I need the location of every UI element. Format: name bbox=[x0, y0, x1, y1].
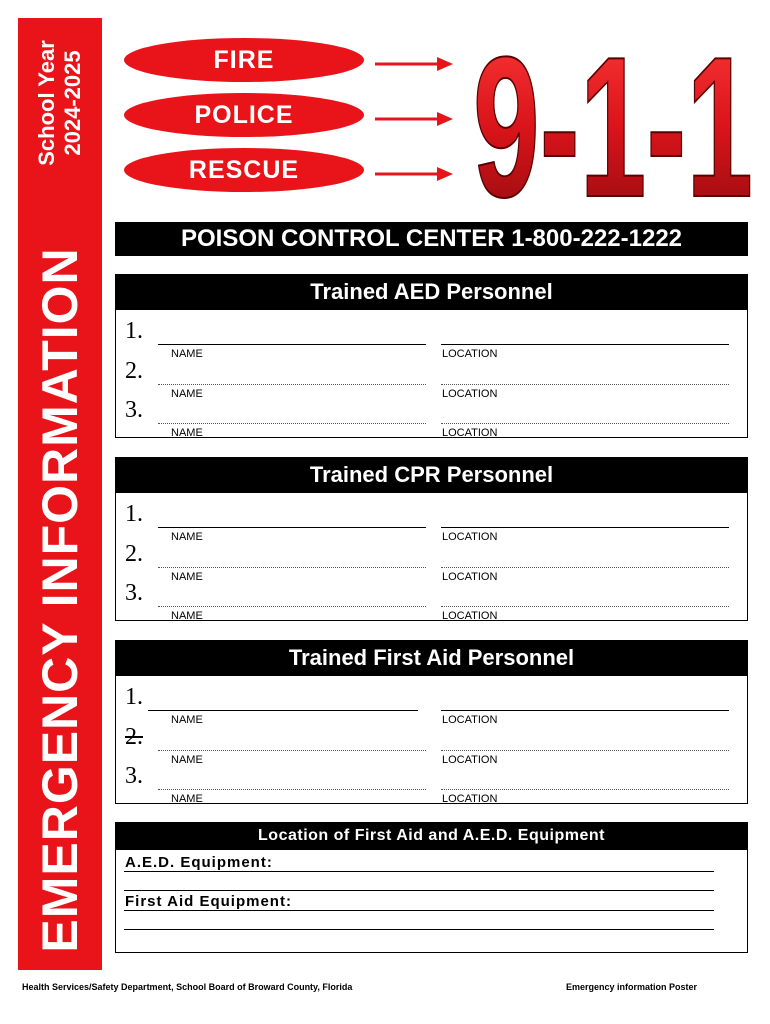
list-item bbox=[116, 724, 747, 764]
name-field[interactable] bbox=[148, 710, 418, 711]
location-field[interactable] bbox=[441, 606, 729, 607]
list-item bbox=[116, 763, 747, 803]
location-field[interactable] bbox=[441, 423, 729, 424]
name-label: NAME bbox=[171, 793, 203, 805]
aed-equipment-field-extra[interactable] bbox=[124, 890, 714, 891]
location-label: LOCATION bbox=[442, 531, 498, 543]
location-field[interactable] bbox=[441, 750, 729, 751]
footer-department: Health Services/Safety Department, School Board of Broward County, Florida bbox=[22, 982, 353, 992]
list-item bbox=[116, 358, 747, 398]
name-label: NAME bbox=[171, 427, 203, 439]
first-aid-equipment-field[interactable] bbox=[124, 910, 714, 911]
row-number: 2. bbox=[125, 358, 143, 384]
row-number: 3. bbox=[125, 580, 143, 606]
list-item bbox=[116, 397, 747, 437]
location-label: LOCATION bbox=[442, 714, 498, 726]
poison-control-banner: POISON CONTROL CENTER 1-800-222-1222 bbox=[115, 222, 748, 256]
row-number: 2. bbox=[125, 724, 143, 750]
name-field[interactable] bbox=[158, 789, 426, 790]
location-label: LOCATION bbox=[442, 754, 498, 766]
list-item bbox=[116, 580, 747, 620]
911-text: 9-1-1 bbox=[473, 28, 753, 208]
name-label: NAME bbox=[171, 610, 203, 622]
name-field[interactable] bbox=[158, 606, 426, 607]
location-field[interactable] bbox=[441, 567, 729, 568]
list-item bbox=[116, 684, 747, 724]
row-number: 3. bbox=[125, 763, 143, 789]
location-field[interactable] bbox=[441, 384, 729, 385]
rescue-oval: RESCUE bbox=[124, 148, 364, 192]
equipment-section-box bbox=[115, 850, 748, 953]
row-number: 1. bbox=[125, 684, 143, 710]
cpr-section-box bbox=[115, 493, 748, 621]
location-field[interactable] bbox=[441, 527, 729, 528]
name-field[interactable] bbox=[158, 567, 426, 568]
name-field[interactable] bbox=[158, 384, 426, 385]
911-logo bbox=[468, 28, 758, 208]
fire-oval: FIRE bbox=[124, 38, 364, 82]
first-aid-section-box bbox=[115, 676, 748, 804]
name-label: NAME bbox=[171, 571, 203, 583]
name-field[interactable] bbox=[158, 527, 426, 528]
arrow-right-icon bbox=[375, 56, 453, 72]
row-number: 3. bbox=[125, 397, 143, 423]
equipment-section-title: Location of First Aid and A.E.D. Equipment bbox=[115, 822, 748, 850]
first-aid-equipment-label: First Aid Equipment: bbox=[125, 893, 292, 910]
name-label: NAME bbox=[171, 714, 203, 726]
name-label: NAME bbox=[171, 754, 203, 766]
first-aid-equipment-field-extra[interactable] bbox=[124, 929, 714, 930]
list-item bbox=[116, 541, 747, 581]
row-number: 1. bbox=[125, 501, 143, 527]
emergency-info-block bbox=[18, 240, 102, 960]
name-field[interactable] bbox=[158, 750, 426, 751]
school-year-block bbox=[18, 18, 102, 188]
location-field[interactable] bbox=[441, 789, 729, 790]
location-label: LOCATION bbox=[442, 388, 498, 400]
footer-poster-title: Emergency information Poster bbox=[566, 982, 698, 992]
first-aid-section-title: Trained First Aid Personnel bbox=[115, 640, 748, 676]
location-label: LOCATION bbox=[442, 610, 498, 622]
school-year-label: School Year bbox=[34, 40, 59, 166]
list-item bbox=[116, 318, 747, 358]
location-label: LOCATION bbox=[442, 427, 498, 439]
location-label: LOCATION bbox=[442, 348, 498, 360]
name-field[interactable] bbox=[158, 423, 426, 424]
location-label: LOCATION bbox=[442, 793, 498, 805]
emergency-info-title: EMERGENCY INFORMATION bbox=[32, 247, 88, 953]
location-field[interactable] bbox=[441, 710, 729, 711]
aed-equipment-label: A.E.D. Equipment: bbox=[125, 854, 273, 871]
name-label: NAME bbox=[171, 388, 203, 400]
name-label: NAME bbox=[171, 348, 203, 360]
arrow-right-icon bbox=[375, 166, 453, 182]
cpr-section-title: Trained CPR Personnel bbox=[115, 457, 748, 493]
name-field[interactable] bbox=[158, 344, 426, 345]
row-number: 2. bbox=[125, 541, 143, 567]
location-label: LOCATION bbox=[442, 571, 498, 583]
list-item bbox=[116, 501, 747, 541]
aed-equipment-field[interactable] bbox=[124, 871, 714, 872]
aed-section-title: Trained AED Personnel bbox=[115, 274, 748, 310]
aed-section-box bbox=[115, 310, 748, 438]
row-number: 1. bbox=[125, 318, 143, 344]
name-label: NAME bbox=[171, 531, 203, 543]
school-year-value: 2024-2025 bbox=[60, 50, 85, 156]
location-field[interactable] bbox=[441, 344, 729, 345]
police-oval: POLICE bbox=[124, 93, 364, 137]
arrow-right-icon bbox=[375, 111, 453, 127]
